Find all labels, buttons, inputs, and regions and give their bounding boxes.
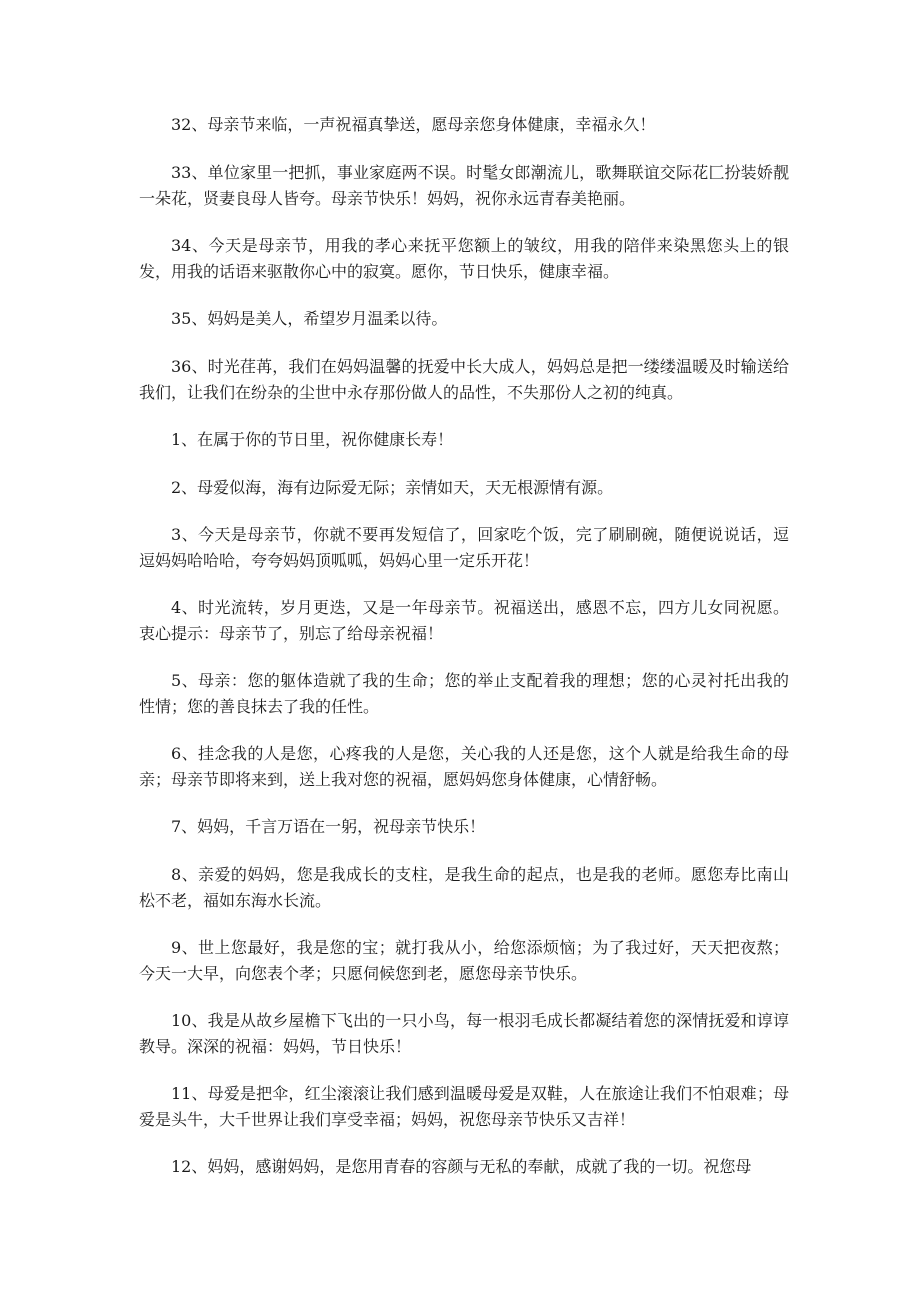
paragraph-9: 9、世上您最好，我是您的宝；就打我从小，给您添烦恼；为了我过好，天天把夜熬；今天一大早，向您表个孝；只愿伺候您到老，愿您母亲节快乐。 (139, 938, 789, 983)
paragraph-12: 12、妈妈，感谢妈妈，是您用青春的容颜与无私的奉献，成就了我的一切。祝您母 (171, 1157, 752, 1176)
paragraph-4: 4、时光流转，岁月更迭，又是一年母亲节。祝福送出，感恩不忘，四方儿女同祝愿。衷心提示：母亲节了，别忘了给母亲祝福！ (139, 598, 789, 643)
paragraph-3: 3、今天是母亲节，你就不要再发短信了，回家吃个饭，完了刷刷碗，随便说说话，逗逗妈妈哈哈哈，夸夸妈妈顶呱呱，妈妈心里一定乐开花！ (139, 525, 789, 570)
paragraph-33: 33、单位家里一把抓，事业家庭两不误。时髦女郎潮流儿，歌舞联谊交际花匚扮装娇靓一朵花，贤妻良母人皆夸。母亲节快乐！妈妈，祝你永远青春美艳丽。 (139, 163, 789, 208)
paragraph-35: 35、妈妈是美人，希望岁月温柔以待。 (171, 309, 448, 328)
paragraph-7: 7、妈妈，千言万语在一躬，祝母亲节快乐！ (171, 817, 486, 836)
paragraph-2: 2、母爱似海，海有边际爱无际；亲情如天，天无根源情有源。 (171, 478, 614, 497)
paragraph-8: 8、亲爱的妈妈，您是我成长的支柱，是我生命的起点，也是我的老师。愿您寿比南山松不老，福如东海水长流。 (139, 865, 789, 910)
paragraph-1: 1、在属于你的节日里，祝你健康长寿！ (171, 430, 454, 449)
paragraph-34: 34、今天是母亲节，用我的孝心来抚平您额上的皱纹，用我的陪伴来染黑您头上的银发，用我的话语来驱散你心中的寂寞。愿你，节日快乐，健康幸福。 (139, 236, 789, 281)
paragraph-11: 11、母爱是把伞，红尘滚滚让我们感到温暖母爱是双鞋，人在旅途让我们不怕艰难；母爱是头牛，大千世界让我们享受幸福；妈妈，祝您母亲节快乐又吉祥！ (139, 1084, 789, 1129)
paragraph-32: 32、母亲节来临，一声祝福真挚送，愿母亲您身体健康，幸福永久！ (171, 115, 656, 134)
paragraph-6: 6、挂念我的人是您，心疼我的人是您，关心我的人还是您，这个人就是给我生命的母亲；母亲节即将来到，送上我对您的祝福，愿妈妈您身体健康，心情舒畅。 (139, 744, 789, 789)
paragraph-5: 5、母亲：您的躯体造就了我的生命；您的举止支配着我的理想；您的心灵衬托出我的性情；您的善良抹去了我的任性。 (139, 671, 789, 716)
paragraph-10: 10、我是从故乡屋檐下飞出的一只小鸟，每一根羽毛成长都凝结着您的深情抚爱和谆谆教导。深深的祝福：妈妈，节日快乐！ (139, 1011, 789, 1056)
paragraph-36: 36、时光荏苒，我们在妈妈温馨的抚爱中长大成人，妈妈总是把一缕缕温暖及时输送给我们，让我们在纷杂的尘世中永存那份做人的品性，不失那份人之初的纯真。 (139, 357, 789, 402)
